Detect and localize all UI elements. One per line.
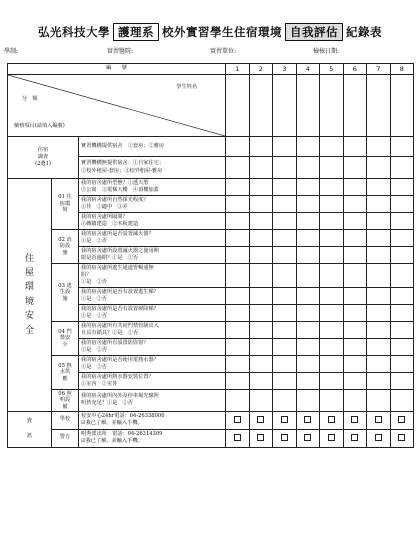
answer-cell[interactable] — [343, 356, 367, 373]
question-text: 我的宿舍處所是否有設置逃生梯？ ①是 ②否 — [79, 288, 226, 305]
answer-cell[interactable] — [226, 411, 250, 429]
question-text: 我的宿舍處所隔間？ ①磚牆建造 ②木板建造 — [79, 213, 226, 230]
answer-cell[interactable] — [296, 247, 320, 264]
question-text: 我的宿舍處所熱水器安裝位置？ ①室內 ②室外 — [79, 373, 226, 390]
housing-question-2: 實習機構無提供宿舍：①自家住宅； ②校外租屋-套房；③校外租屋-雅房 — [79, 157, 226, 179]
section-code: 01 住 宿環 境 — [52, 179, 79, 230]
title-middle: 校外實習學生住宿環境 — [162, 25, 282, 39]
answer-cell[interactable] — [390, 157, 414, 179]
question-text: 我的宿舍處所是否設置滅火器？ ①是 ②否 — [79, 230, 226, 247]
checkbox[interactable] — [398, 434, 405, 441]
checkbox[interactable] — [281, 416, 288, 423]
answer-cell[interactable] — [273, 196, 297, 213]
checkbox[interactable] — [304, 416, 311, 423]
section-code: 04 門 禁安 全 — [52, 322, 79, 356]
answer-cell[interactable] — [226, 137, 250, 157]
answer-cell[interactable] — [273, 247, 297, 264]
assessment-table — [7, 63, 414, 448]
answer-cell[interactable] — [390, 213, 414, 230]
info-sub-label: 學校 — [52, 411, 79, 429]
answer-cell[interactable] — [249, 288, 273, 305]
question-row — [8, 264, 414, 288]
answer-cell[interactable] — [320, 305, 344, 322]
section-code: 02 消 防設 施 — [52, 230, 79, 264]
category-header: 分 類 — [22, 96, 38, 102]
answer-cell[interactable] — [249, 137, 273, 157]
answer-cell[interactable] — [367, 339, 391, 356]
answer-cell[interactable] — [249, 356, 273, 373]
answer-cell[interactable] — [249, 373, 273, 390]
answer-cell[interactable] — [296, 264, 320, 288]
answer-cell[interactable] — [390, 373, 414, 390]
answer-cell[interactable] — [320, 322, 344, 339]
answer-cell[interactable] — [296, 373, 320, 390]
answer-cell[interactable] — [296, 429, 320, 447]
answer-cell[interactable] — [273, 213, 297, 230]
answer-cell[interactable] — [226, 213, 250, 230]
student-number-header: 6 — [343, 64, 367, 75]
answer-cell[interactable] — [320, 356, 344, 373]
answer-cell[interactable] — [390, 247, 414, 264]
answer-cell[interactable] — [273, 230, 297, 247]
answer-cell[interactable] — [320, 157, 344, 179]
checkbox[interactable] — [328, 434, 335, 441]
checkbox[interactable] — [375, 416, 382, 423]
answer-cell[interactable] — [296, 288, 320, 305]
answer-cell[interactable] — [226, 288, 250, 305]
answer-cell[interactable] — [249, 230, 273, 247]
answer-cell[interactable] — [249, 179, 273, 196]
answer-cell[interactable] — [367, 230, 391, 247]
answer-cell[interactable] — [249, 339, 273, 356]
answer-cell[interactable] — [296, 356, 320, 373]
answer-cell[interactable] — [343, 288, 367, 305]
answer-cell[interactable] — [367, 196, 391, 213]
hospital-field-label: 實習醫院: — [107, 48, 134, 55]
answer-cell[interactable] — [320, 230, 344, 247]
answer-cell[interactable] — [226, 264, 250, 288]
question-text: 我的宿舍處所型態？①透天厝 ②公寓 ③電梯大樓 ④頂樓加蓋 — [79, 179, 226, 196]
answer-cell[interactable] — [273, 179, 297, 196]
answer-cell[interactable] — [320, 213, 344, 230]
answer-cell[interactable] — [343, 305, 367, 322]
answer-cell[interactable] — [343, 179, 367, 196]
answer-cell[interactable] — [226, 390, 250, 412]
answer-cell[interactable] — [320, 179, 344, 196]
answer-cell[interactable] — [226, 339, 250, 356]
question-row — [8, 356, 414, 373]
checkbox[interactable] — [375, 434, 382, 441]
student-number-header: 4 — [296, 64, 320, 75]
question-text: 我的宿舍處所內外及停車場光線照 明皆充足？①是 ②否 — [79, 390, 226, 412]
answer-cell[interactable] — [343, 196, 367, 213]
answer-cell[interactable] — [296, 213, 320, 230]
answer-cell[interactable] — [249, 157, 273, 179]
answer-cell[interactable] — [390, 322, 414, 339]
answer-cell[interactable] — [367, 137, 391, 157]
school-name: 弘光科技大學 — [38, 25, 110, 39]
answer-cell[interactable] — [226, 429, 250, 447]
answer-cell[interactable] — [296, 339, 320, 356]
housing-row — [8, 137, 414, 157]
answer-cell[interactable] — [249, 411, 273, 429]
answer-cell[interactable] — [273, 157, 297, 179]
answer-cell[interactable] — [390, 390, 414, 412]
answer-cell[interactable] — [367, 264, 391, 288]
student-number-header: 8 — [390, 64, 414, 75]
unit-field-label: 實習單位: — [210, 48, 237, 55]
answer-cell[interactable] — [296, 390, 320, 412]
student-number-header: 1 — [226, 64, 250, 75]
student-name-cell[interactable] — [296, 75, 320, 137]
student-number-header: 5 — [320, 64, 344, 75]
checkbox[interactable] — [234, 434, 241, 441]
answer-cell[interactable] — [226, 179, 250, 196]
answer-cell[interactable] — [273, 288, 297, 305]
checkbox[interactable] — [257, 416, 264, 423]
question-text: 我的宿舍處所自然採光程度？ ①佳 ②適中 ③差 — [79, 196, 226, 213]
date-field-label: 檢核日期: — [313, 48, 340, 55]
student-number-header: 3 — [273, 64, 297, 75]
answer-cell[interactable] — [367, 247, 391, 264]
answer-cell[interactable] — [367, 305, 391, 322]
student-name-cell[interactable] — [390, 75, 414, 137]
answer-cell[interactable] — [367, 356, 391, 373]
answer-cell[interactable] — [367, 411, 391, 429]
title-highlight-box: 自我評估 — [285, 23, 343, 41]
checkbox[interactable] — [351, 416, 358, 423]
question-text: 我的宿舍處所逃生通道皆暢通無 阻？ ①是 ②否 — [79, 264, 226, 288]
student-name-cell[interactable] — [320, 75, 344, 137]
section-code: 05 熱 水供 應 — [52, 356, 79, 390]
question-row — [8, 179, 414, 196]
student-number-header: 2 — [249, 64, 273, 75]
checkbox[interactable] — [257, 434, 264, 441]
answer-cell[interactable] — [249, 390, 273, 412]
checkbox[interactable] — [398, 416, 405, 423]
answer-cell[interactable] — [273, 429, 297, 447]
answer-cell[interactable] — [390, 196, 414, 213]
question-text: 我的宿舍處所有設置防盜窗？ ①是 ②否 — [79, 339, 226, 356]
answer-cell[interactable] — [226, 305, 250, 322]
answer-cell[interactable] — [343, 264, 367, 288]
answer-cell[interactable] — [226, 196, 250, 213]
answer-cell[interactable] — [390, 288, 414, 305]
answer-cell[interactable] — [249, 196, 273, 213]
answer-cell[interactable] — [296, 322, 320, 339]
department-box: 護理系 — [113, 23, 159, 41]
answer-cell[interactable] — [390, 411, 414, 429]
info-label: 資 訊 — [8, 411, 52, 447]
answer-cell[interactable] — [273, 264, 297, 288]
answer-cell[interactable] — [390, 339, 414, 356]
info-text: 校安中心24hr電話：04-26338000 ☑我已了解，並輸入手機。 — [79, 411, 226, 429]
answer-cell[interactable] — [226, 322, 250, 339]
student-name-header: 學生姓名 — [176, 84, 198, 90]
answer-cell[interactable] — [296, 179, 320, 196]
answer-cell[interactable] — [343, 137, 367, 157]
checkbox[interactable] — [304, 434, 311, 441]
answer-cell[interactable] — [296, 230, 320, 247]
answer-cell[interactable] — [273, 305, 297, 322]
diagonal-header-cell — [8, 75, 226, 137]
answer-cell[interactable] — [296, 305, 320, 322]
answer-cell[interactable] — [296, 411, 320, 429]
meta-row — [4, 46, 416, 58]
check-item-header: 檢核項目(請填入編號) — [14, 122, 65, 129]
question-row — [8, 390, 414, 412]
answer-cell[interactable] — [226, 247, 250, 264]
section-code: 03 逃 生設 施 — [52, 264, 79, 322]
answer-cell[interactable] — [320, 288, 344, 305]
answer-cell[interactable] — [320, 339, 344, 356]
answer-cell[interactable] — [343, 339, 367, 356]
answer-cell[interactable] — [226, 356, 250, 373]
answer-cell[interactable] — [343, 247, 367, 264]
answer-cell[interactable] — [273, 356, 297, 373]
answer-cell[interactable] — [367, 179, 391, 196]
answer-cell[interactable] — [343, 411, 367, 429]
answer-cell[interactable] — [320, 264, 344, 288]
answer-cell[interactable] — [390, 305, 414, 322]
answer-cell[interactable] — [320, 137, 344, 157]
answer-cell[interactable] — [273, 411, 297, 429]
answer-cell[interactable] — [367, 429, 391, 447]
student-number-header: 7 — [367, 64, 391, 75]
answer-cell[interactable] — [367, 373, 391, 390]
answer-cell[interactable] — [367, 322, 391, 339]
answer-cell[interactable] — [249, 305, 273, 322]
environment-safety-label: 住 屋 環 境 安 全 — [8, 179, 52, 412]
answer-cell[interactable] — [249, 429, 273, 447]
answer-cell[interactable] — [343, 390, 367, 412]
answer-cell[interactable] — [296, 137, 320, 157]
answer-cell[interactable] — [249, 264, 273, 288]
answer-cell[interactable] — [273, 322, 297, 339]
question-text: 我的宿舍處所設置滅火器之使用期 限是否過期？①是 ②否 — [79, 247, 226, 264]
info-text: 明秀派出所 電話：04-26314309 ☑我已了解，並輸入手機。 — [79, 429, 226, 447]
student-name-cell[interactable] — [249, 75, 273, 137]
student-name-cell[interactable] — [226, 75, 250, 137]
answer-cell[interactable] — [226, 157, 250, 179]
answer-cell[interactable] — [320, 373, 344, 390]
answer-cell[interactable] — [390, 429, 414, 447]
answer-cell[interactable] — [273, 373, 297, 390]
question-text: 我的宿舍處所是否有設置緩降梯？ ①是 ②否 — [79, 305, 226, 322]
answer-cell[interactable] — [273, 137, 297, 157]
checkbox[interactable] — [328, 416, 335, 423]
info-sub-label: 警方 — [52, 429, 79, 447]
question-text: 我的宿舍處所有共同門禁管制出入 且具有鎖具？①是 ②否 — [79, 322, 226, 339]
answer-cell[interactable] — [390, 137, 414, 157]
answer-cell[interactable] — [273, 339, 297, 356]
question-text: 我的宿舍處所是否使用電熱水器？ ①是 ②否 — [79, 356, 226, 373]
answer-cell[interactable] — [320, 247, 344, 264]
answer-cell[interactable] — [226, 373, 250, 390]
checkbox[interactable] — [281, 434, 288, 441]
answer-cell[interactable] — [343, 322, 367, 339]
answer-cell[interactable] — [367, 390, 391, 412]
checkbox[interactable] — [234, 416, 241, 423]
student-field-label: 學制: — [4, 48, 19, 55]
housing-question-1: 實習機構提供宿舍 ①套房；②雅房 — [79, 137, 226, 157]
answer-cell[interactable] — [390, 356, 414, 373]
answer-cell[interactable] — [320, 429, 344, 447]
header-row — [8, 64, 414, 75]
answer-cell[interactable] — [320, 411, 344, 429]
answer-cell[interactable] — [343, 373, 367, 390]
answer-cell[interactable] — [249, 247, 273, 264]
answer-cell[interactable] — [343, 157, 367, 179]
answer-cell[interactable] — [367, 157, 391, 179]
diagonal-header-row — [8, 75, 414, 137]
answer-cell[interactable] — [367, 213, 391, 230]
form-title — [0, 22, 420, 42]
answer-cell[interactable] — [367, 288, 391, 305]
question-row — [8, 230, 414, 247]
answer-cell[interactable] — [343, 230, 367, 247]
answer-cell[interactable] — [320, 390, 344, 412]
answer-cell[interactable] — [249, 213, 273, 230]
answer-cell[interactable] — [320, 196, 344, 213]
info-row — [8, 411, 414, 429]
answer-cell[interactable] — [226, 230, 250, 247]
code-header: 編 號 — [8, 64, 226, 75]
answer-cell[interactable] — [273, 390, 297, 412]
answer-cell[interactable] — [390, 230, 414, 247]
housing-label: 住宿 調查 (2選1) — [8, 137, 79, 179]
info-row — [8, 429, 414, 447]
title-tail: 紀錄表 — [346, 25, 382, 39]
answer-cell[interactable] — [390, 179, 414, 196]
answer-cell[interactable] — [390, 264, 414, 288]
student-name-cell[interactable] — [343, 75, 367, 137]
answer-cell[interactable] — [343, 429, 367, 447]
question-row — [8, 322, 414, 339]
answer-cell[interactable] — [296, 196, 320, 213]
answer-cell[interactable] — [343, 213, 367, 230]
answer-cell[interactable] — [296, 157, 320, 179]
section-code: 06 照 明設 備 — [52, 390, 79, 412]
student-name-cell[interactable] — [367, 75, 391, 137]
checkbox[interactable] — [351, 434, 358, 441]
answer-cell[interactable] — [249, 322, 273, 339]
student-name-cell[interactable] — [273, 75, 297, 137]
